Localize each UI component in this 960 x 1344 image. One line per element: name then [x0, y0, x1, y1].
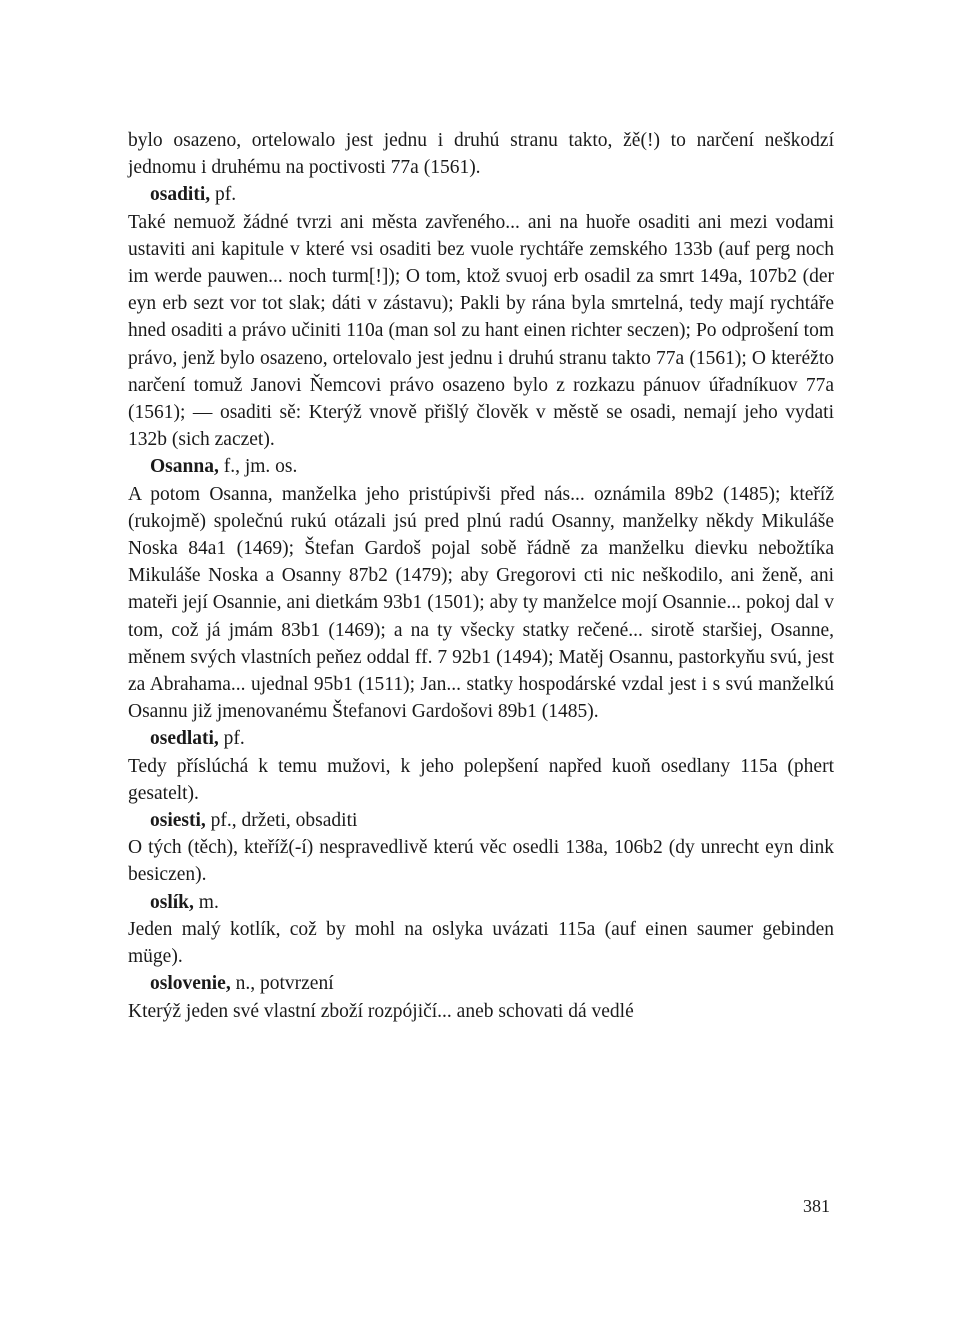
headword-line: [128, 970, 834, 997]
entry-paragraph: bylo osazeno, ortelowalo jest jednu i druhú stranu takto, žě(!) to narčení neškodzí jednomu i druhému na poctivosti 77a (1561).: [128, 130, 834, 179]
headword-line: [128, 889, 834, 916]
headword: oslovenie,: [150, 973, 231, 995]
headword-grammar: f., jm. os.: [218, 456, 298, 478]
headword-grammar: m.: [193, 891, 219, 913]
headword: osaditi,: [150, 184, 211, 206]
headword: Osanna,: [150, 456, 219, 478]
headword-line: [128, 807, 834, 834]
headword: osedlati,: [150, 728, 219, 750]
headword-grammar: pf.: [218, 728, 245, 750]
entry-paragraph: O tých (těch), kteříž(-í) nespravedlivě kterú věc osedli 138a, 106b2 (dy unrecht eyn dink besiczen).: [128, 837, 834, 886]
entry-paragraph: Také nemuož žádné tvrzi ani města zavřeného... ani na huoře osaditi ani mezi vodami ustaviti ani kapitule v které vsi osaditi bez vuole rychtáře zemského 133b (auf perg noch im werde pauwen... noch turm[!]); O tom, ktož svuoj erb osadil za smrt 149a, 107b2 (der eyn erb sezt vor tot slak; dáti v zástavu); Pakli by rána byla smrtelná, tedy mají rychtáře hned osaditi a právo učiniti 110a (man sol zu hant einen richter seczen); Po odprošení tom právo, jenž bylo osazeno, ortelovalo jest jednu i druhú stranu takto 77a (1561); O kteréžto narčení tomuž Janovi Ňemcovi právo osazeno bylo z rozkazu pánuov úřadníkuov 77a (1561); — osaditi sě: Kterýž vnově přišlý člověk v městě se osadi, nemají jeho vydati 132b (sich zaczet).: [128, 211, 834, 451]
headword-grammar: pf., držeti, obsaditi: [205, 810, 358, 832]
entry-paragraph: Kterýž jeden své vlastní zboží rozpójičí... aneb schovati dá vedlé: [128, 1000, 634, 1022]
headword-line: [128, 725, 834, 752]
page-number: 381: [803, 1196, 830, 1216]
headword-grammar: pf.: [210, 184, 237, 206]
dictionary-text: [128, 127, 834, 1025]
headword-line: [128, 453, 834, 480]
headword-line: [128, 181, 834, 208]
entry-paragraph: Jeden malý kotlík, což by mohl na oslyka uvázati 115a (auf einen saumer gebinden müge).: [128, 918, 834, 968]
entry-paragraph: A potom Osanna, manželka jeho pristúpivši před nás... oznámila 89b2 (1485); kteříž (rukojmě) společnú rukú otázali jsú pred plnú radú Osanny, manželky někdy Mikuláše Noska 84a1 (1469); Štefan Gardoš pojal sobě řádně za manželku dievku nebožtíka Mikuláše Noska a Osanny 87b2 (1479); aby Gregorovi cti nic neškodilo, ani ženě, ani mateři její Osannie, ani dietkám 93b1 (1501); aby ty manželce mojí Osannie... pokoj dal v tom, což já jmám 83b1 (1469); a na ty všecky statky rečené... sirotě staršiej, Osanne, měnem svých vlastních peňez oddal ff. 7 92b1 (1494); Matěj Osannu, pastorkyňu svú, jest za Abrahama... ujednal 95b1 (1511); Jan... statky hospodárské vzdal jest i s svú manželkú Osannu již jmenovanému Štefanovi Gardošovi 89b1 (1485).: [128, 483, 834, 723]
entry-paragraph: Tedy příslúchá k temu mužovi, k jeho polepšení napřed kuoň osedlany 115a (phert gesatelt).: [128, 755, 834, 804]
headword-grammar: n., potvrzení: [230, 973, 334, 995]
headword: oslík,: [150, 891, 194, 913]
headword: osiesti,: [150, 810, 206, 832]
